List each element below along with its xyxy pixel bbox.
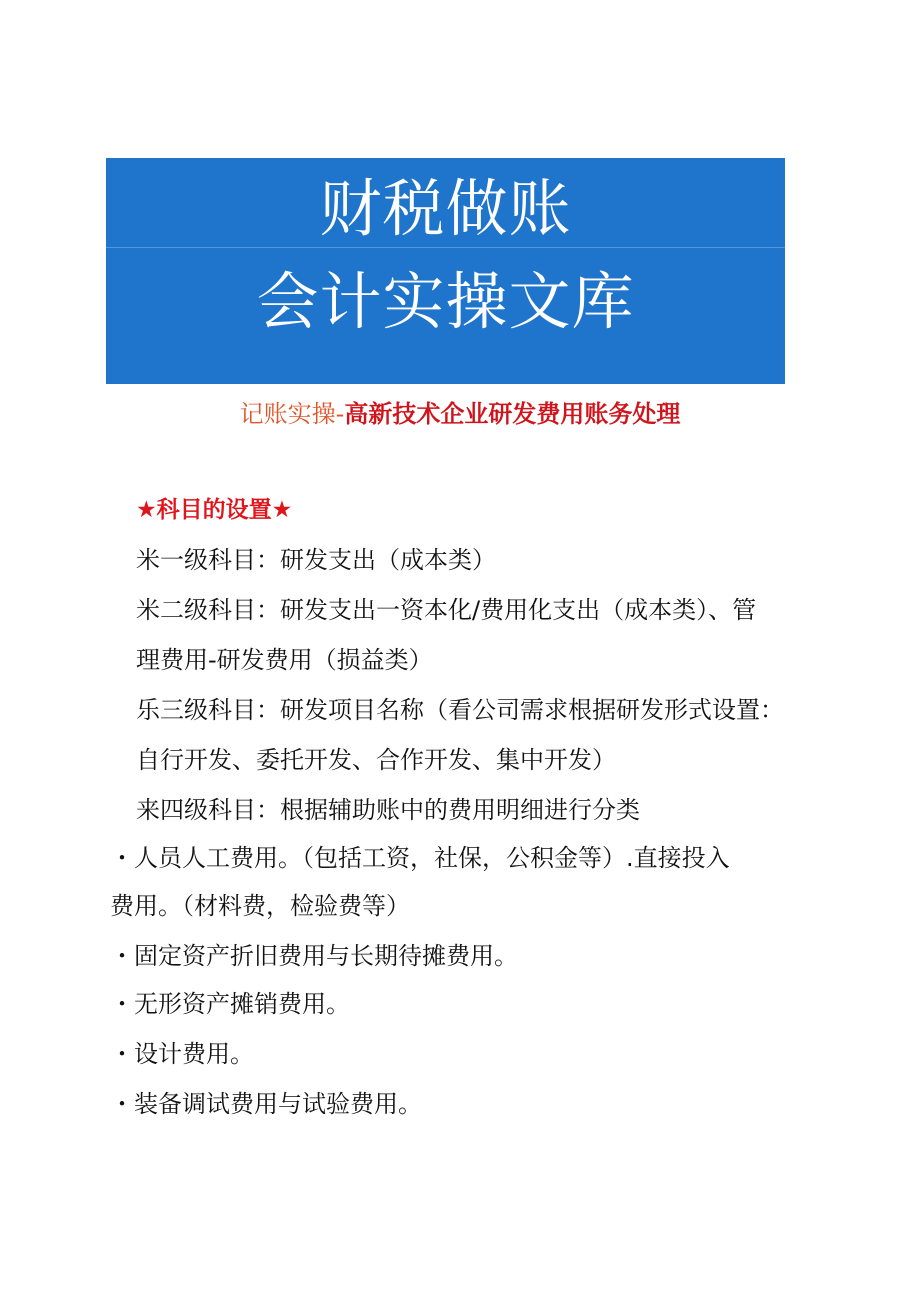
text-line-account-level-2-cont: 理费用-研发费用（损益类） — [136, 646, 433, 674]
banner-title-line-2: 会计实操文库 — [256, 265, 635, 338]
list-item-amortization: ・无形资产摊销费用。 — [110, 990, 350, 1018]
subtitle-topic: 高新技术企业研发费用账务处理 — [344, 400, 681, 428]
list-item-personnel-costs: ・人员人工费用。（包括工资，社保，公积金等）.直接投入 — [110, 844, 730, 872]
list-item-depreciation: ・固定资产折旧费用与长期待摊费用。 — [110, 942, 518, 970]
list-item-design-costs: ・设计费用。 — [110, 1040, 254, 1068]
text-line-account-level-2: 米二级科目：研发支出一资本化/费用化支出（成本类）、管 — [136, 596, 757, 624]
text-line-account-level-4: 来四级科目：根据辅助账中的费用明细进行分类 — [136, 796, 640, 824]
text-line-account-level-3-cont: 自行开发、委托开发、合作开发、集中开发） — [136, 746, 616, 774]
list-item-personnel-costs-cont: 费用。（材料费，检验费等） — [110, 892, 410, 920]
section-heading: ★科目的设置★ — [136, 497, 293, 523]
text-line-account-level-3: 乐三级科目：研发项目名称（看公司需求根据研发形式设置： — [136, 696, 784, 724]
title-banner — [106, 158, 785, 384]
subtitle-prefix: 记账实操- — [239, 400, 345, 428]
list-item-equipment-testing: ・装备调试费用与试验费用。 — [110, 1090, 422, 1118]
text-line-account-level-1: 米一级科目：研发支出（成本类） — [136, 546, 496, 574]
banner-divider — [106, 247, 785, 248]
document-subtitle — [0, 398, 920, 430]
banner-title-line-1: 财税做账 — [319, 172, 572, 245]
